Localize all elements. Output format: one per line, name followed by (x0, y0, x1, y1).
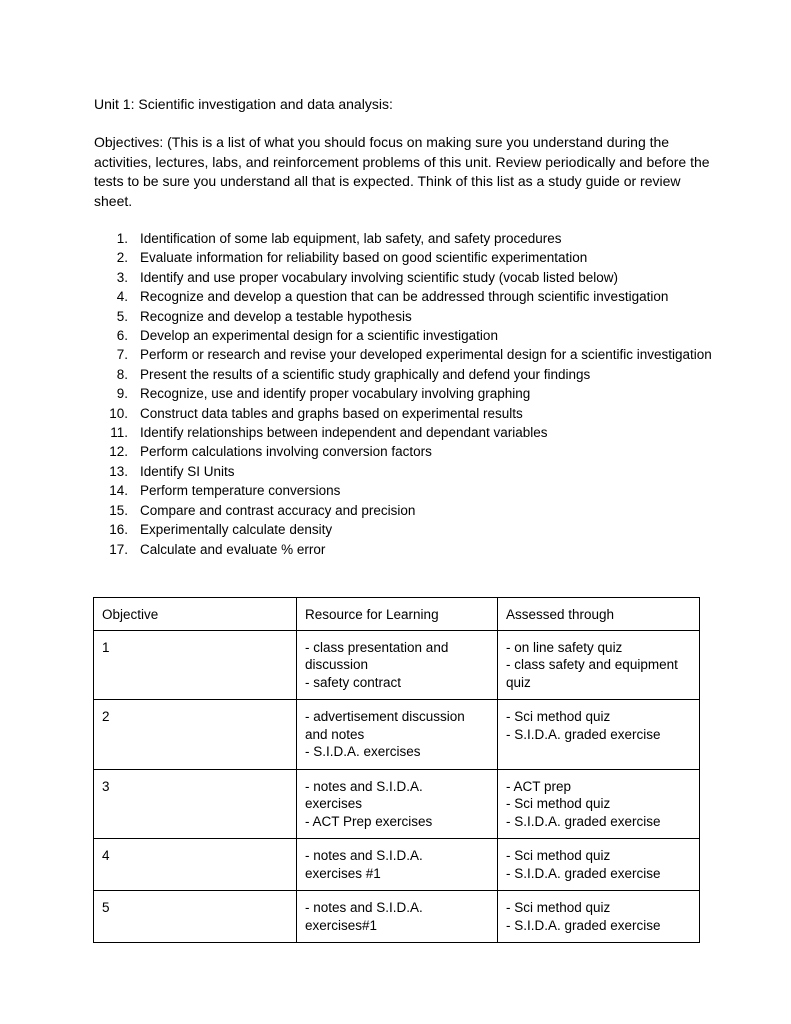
objective-cell: 1 (94, 630, 297, 700)
objective-number: 13. (109, 463, 128, 479)
objective-text: Recognize and develop a testable hypothesis (140, 308, 412, 324)
objective-number: 11. (110, 425, 128, 441)
objective-number: 17. (109, 541, 128, 557)
assessed-cell (498, 630, 700, 700)
table-header-row (94, 598, 700, 631)
list-item (94, 462, 714, 481)
assessed-line: - on line safety quiz (506, 639, 623, 655)
list-item (94, 307, 714, 326)
objective-cell: 3 (94, 769, 297, 839)
objective-text: Experimentally calculate density (140, 522, 333, 538)
assessed-line: - Sci method quiz (506, 900, 611, 915)
list-item (94, 520, 714, 539)
assessed-cell (498, 891, 700, 943)
objective-text: Compare and contrast accuracy and precision (140, 502, 416, 518)
objective-number: 7. (116, 347, 128, 363)
resource-line: exercises #1 (305, 865, 381, 881)
objective-text: Perform calculations involving conversion factors (140, 444, 432, 460)
assessed-line: quiz (506, 674, 531, 690)
objective-number: 6. (116, 328, 128, 344)
objective-text: Evaluate information for reliability based on good scientific experimentation (140, 250, 588, 266)
list-item (94, 501, 714, 520)
assessed-cell (498, 700, 700, 770)
resource-line: - notes and S.I.D.A. (305, 778, 423, 794)
objectives-list (94, 229, 714, 559)
assessed-line: - ACT prep (506, 778, 572, 794)
assessed-line: - S.I.D.A. graded exercise (506, 813, 661, 829)
objective-number: 14. (109, 483, 128, 499)
objective-text: Develop an experimental design for a scientific investigation (140, 328, 498, 344)
list-item (94, 404, 714, 423)
objective-text: Recognize, use and identify proper vocabulary involving graphing (140, 386, 531, 402)
resource-line: - safety contract (305, 674, 402, 690)
assessed-line: - Sci method quiz (506, 848, 611, 863)
assessed-line: - S.I.D.A. graded exercise (506, 726, 661, 742)
objective-cell: 4 (94, 839, 297, 891)
objective-number: 12. (109, 444, 128, 460)
objective-number: 15. (109, 502, 128, 518)
column-header-objective: Objective (94, 598, 297, 631)
resource-line: - ACT Prep exercises (305, 813, 433, 829)
objective-text: Identify and use proper vocabulary involving scientific study (vocab listed below) (140, 269, 618, 285)
resource-line: - notes and S.I.D.A. (305, 900, 423, 915)
resource-cell (297, 700, 498, 770)
objective-text: Recognize and develop a question that can be addressed through scientific investigation (140, 289, 669, 305)
objectives-intro: Objectives: (This is a list of what you should focus on making sure you understand during the activities, lectures, labs, and reinforcement problems of this unit. Review periodically and before the tests to be sure you understand all that is expected. Think of this list as a study guide or review sheet. (94, 134, 710, 209)
resource-line: exercises#1 (305, 917, 378, 933)
resource-line: exercises (305, 796, 363, 811)
list-item (94, 248, 714, 267)
list-item (94, 540, 714, 559)
list-item (94, 384, 714, 403)
table-row (94, 630, 700, 700)
unit-heading: Unit 1: Scientific investigation and data analysis: (94, 96, 393, 112)
list-item (94, 365, 714, 384)
objective-number: 8. (116, 366, 128, 382)
resource-line: - class presentation and (305, 639, 449, 655)
objective-text: Calculate and evaluate % error (140, 541, 326, 557)
resource-line: - S.I.D.A. exercises (305, 744, 421, 759)
assessed-line: - S.I.D.A. graded exercise (506, 917, 661, 933)
resource-line: - advertisement discussion (305, 709, 465, 724)
column-header-assessed: Assessed through (498, 598, 700, 631)
resource-line: discussion (305, 657, 369, 672)
list-item (94, 345, 714, 364)
objective-text: Construct data tables and graphs based on experimental results (140, 405, 523, 421)
objective-cell: 2 (94, 700, 297, 770)
objective-number: 16. (109, 522, 128, 538)
assessed-line: - class safety and equipment (506, 657, 678, 672)
resource-line: - notes and S.I.D.A. (305, 848, 423, 863)
objective-text: Perform or research and revise your developed experimental design for a scientific investigation (140, 347, 712, 363)
list-item (94, 423, 714, 442)
list-item (94, 326, 714, 345)
assessed-cell (498, 769, 700, 839)
objective-text: Identification of some lab equipment, lab safety, and safety procedures (140, 231, 562, 246)
objective-number: 5. (116, 308, 128, 324)
resource-cell (297, 839, 498, 891)
resource-cell (297, 630, 498, 700)
objective-number: 4. (116, 289, 128, 305)
objective-number: 2. (116, 250, 128, 266)
objective-number: 9. (116, 386, 128, 402)
column-header-resource: Resource for Learning (297, 598, 498, 631)
objective-text: Perform temperature conversions (140, 483, 341, 499)
list-item (94, 268, 714, 287)
resource-line: and notes (305, 726, 365, 742)
assessed-cell (498, 839, 700, 891)
resource-cell (297, 769, 498, 839)
objective-number: 10. (109, 405, 128, 421)
objective-text: Present the results of a scientific study graphically and defend your findings (140, 366, 591, 382)
list-item (94, 229, 714, 248)
table-row (94, 769, 700, 839)
assessed-line: - S.I.D.A. graded exercise (506, 865, 661, 881)
list-item (94, 481, 714, 500)
objective-cell: 5 (94, 891, 297, 943)
list-item (94, 287, 714, 306)
table-row (94, 891, 700, 943)
table-row (94, 700, 700, 770)
assessed-line: - Sci method quiz (506, 709, 611, 724)
objective-text: Identify SI Units (140, 463, 235, 479)
assessed-line: - Sci method quiz (506, 796, 611, 811)
resources-table (93, 597, 700, 943)
resource-cell (297, 891, 498, 943)
list-item (94, 442, 714, 461)
table-row (94, 839, 700, 891)
objective-number: 1. (116, 231, 128, 246)
objective-number: 3. (116, 269, 128, 285)
objective-text: Identify relationships between independent and dependant variables (140, 425, 548, 441)
